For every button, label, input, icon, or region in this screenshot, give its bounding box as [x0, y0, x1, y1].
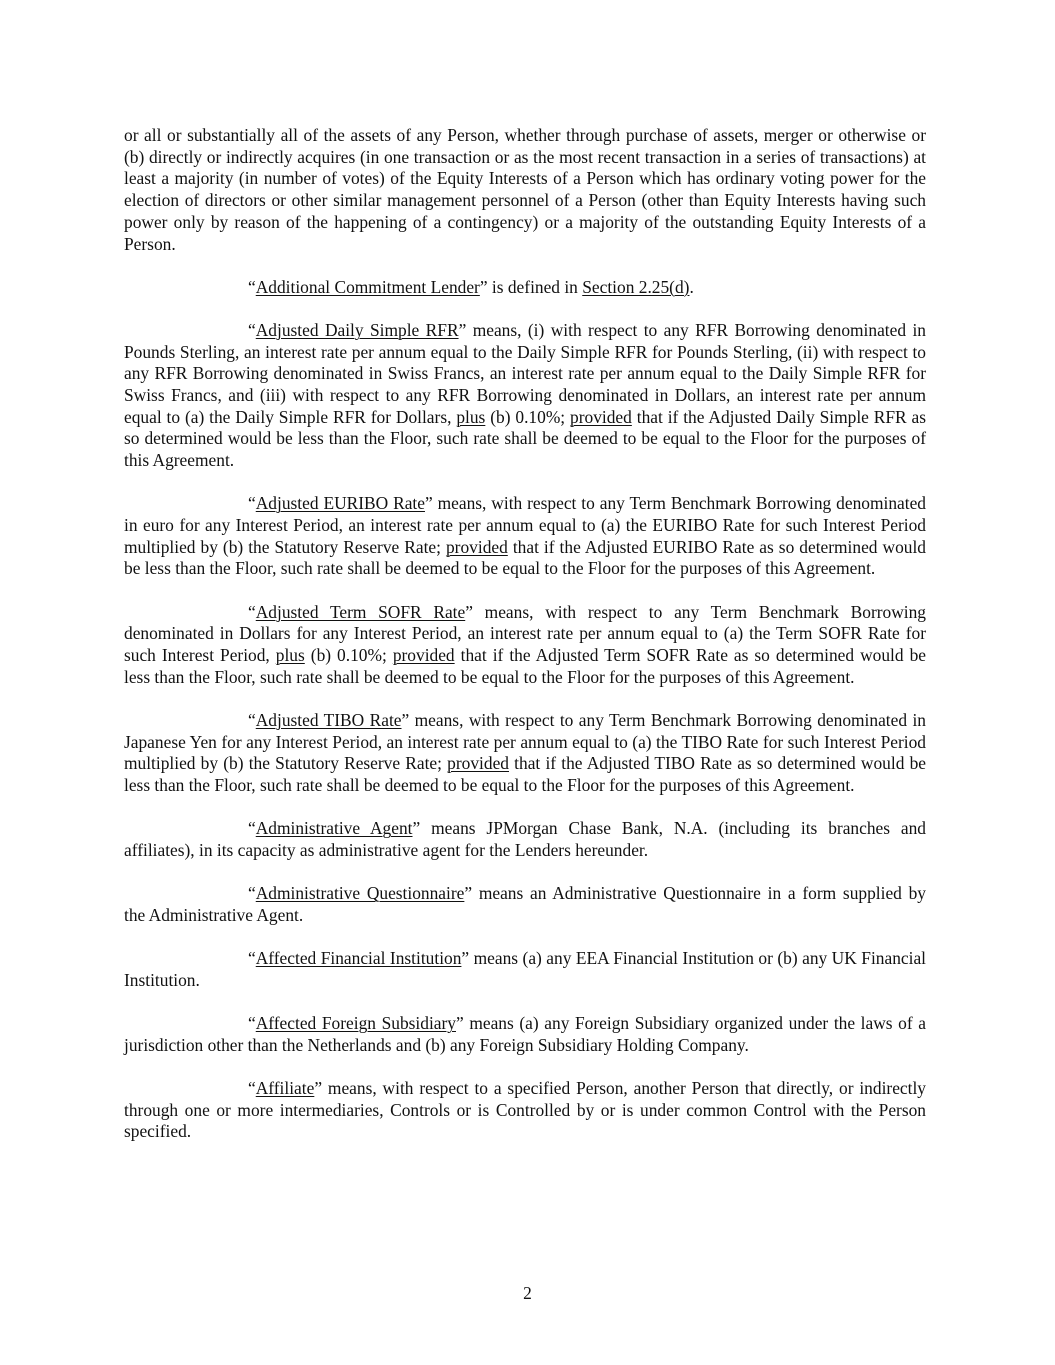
- definition-affected-financial-institution: [124, 948, 926, 991]
- paragraph-text: that if the Adjusted EURIBO Rate as so determined would be less than the Floor, such rate shall be deemed to be equal to the Floor for the purposes of this Agreement.: [124, 536, 926, 579]
- defined-term: Administrative Agent: [255, 818, 413, 839]
- paragraph-text: (b) 0.10%;: [304, 645, 393, 666]
- paragraph-text: “: [248, 883, 256, 904]
- paragraph-text: ” means JPMorgan Chase Bank, N.A. (including its branches and affiliates), in its capacity as administrative agent for the Lenders hereunder.: [124, 818, 927, 860]
- defined-term: Adjusted Term SOFR Rate: [255, 601, 466, 622]
- paragraph-text: “: [248, 1013, 256, 1033]
- paragraph-text: .: [689, 276, 694, 297]
- paragraph-text: “: [248, 948, 256, 969]
- definition-adjusted-euribo-rate: [124, 493, 926, 580]
- defined-term: provided: [570, 406, 632, 427]
- definition-adjusted-term-sofr-rate: [124, 602, 926, 689]
- paragraph-text: ” means, with respect to a specified Person, another Person that directly, or indirectly through one or more intermediaries, Controls or is Controlled by or is under common Control with the Person specified.: [124, 1077, 926, 1142]
- paragraph-text: “: [248, 709, 256, 730]
- definition-administrative-questionnaire: [124, 883, 926, 926]
- paragraph-text: ” means an Administrative Questionnaire in a form supplied by the Administrative Agent.: [124, 883, 926, 925]
- paragraph-text: “: [248, 1077, 256, 1098]
- paragraph-text: “: [248, 818, 256, 839]
- paragraph-text: that if the Adjusted Daily Simple RFR as so determined would be less than the Floor, such rate shall be deemed to be equal to the Floor for the purposes of this Agreement.: [124, 406, 927, 471]
- defined-term: Adjusted EURIBO Rate: [255, 493, 425, 514]
- defined-term: provided: [392, 645, 455, 666]
- paragraph-text: “: [248, 493, 256, 514]
- definition-affiliate: [124, 1078, 926, 1143]
- paragraph-text: that if the Adjusted Term SOFR Rate as so determined would be less than the Floor, such rate shall be deemed to be equal to the Floor for the purposes of this Agreement.: [124, 645, 926, 687]
- defined-term: provided: [445, 536, 508, 557]
- paragraph-text: ” is defined in: [479, 276, 583, 297]
- page-number: 2: [523, 1283, 532, 1303]
- defined-term: Affected Foreign Subsidiary: [255, 1013, 456, 1033]
- continuation-paragraph: [124, 125, 926, 255]
- paragraph-text: “: [248, 601, 256, 622]
- paragraph-text: “: [248, 276, 256, 297]
- defined-term: Affiliate: [255, 1077, 315, 1098]
- defined-term: plus: [275, 645, 305, 666]
- defined-term: provided: [447, 753, 509, 774]
- paragraph-text: (b) 0.10%;: [485, 406, 571, 427]
- paragraph-text: ” means (a) any Foreign Subsidiary organized under the laws of a jurisdiction other than the Netherlands and (b) any Foreign Subsidiary Holding Company.: [124, 1013, 927, 1055]
- defined-term: Adjusted TIBO Rate: [255, 709, 402, 730]
- defined-term: Section 2.25(d): [582, 276, 690, 297]
- paragraph-text: ” means, with respect to any Term Benchmark Borrowing denominated in Japanese Yen for any Interest Period, an interest rate per annum equal to (a) the TIBO Rate for such Interest Period multiplied by (b) the Statutory Reserve Rate;: [124, 709, 926, 774]
- defined-term: plus: [456, 406, 486, 427]
- definition-additional-commitment-lender: [124, 277, 926, 299]
- paragraph-text: ” means, (i) with respect to any RFR Borrowing denominated in Pounds Sterling, an interest rate per annum equal to the Daily Simple RFR for Pounds Sterling, (ii) with respect to any RFR Borrowing denominated in Swiss Francs, an interest rate per annum equal to the Daily Simple RFR for Swiss Francs, and (iii) with respect to any RFR Borrowing denominated in Dollars, an interest rate per annum equal to (a) the Daily Simple RFR for Dollars,: [124, 319, 926, 427]
- paragraph-text: ” means (a) any EEA Financial Institution or (b) any UK Financial Institution.: [124, 948, 926, 990]
- paragraph-text: ” means, with respect to any Term Benchmark Borrowing denominated in Dollars for any Interest Period, an interest rate per annum equal to (a) the Term SOFR Rate for such Interest Period,: [124, 601, 927, 666]
- definition-affected-foreign-subsidiary: [124, 1013, 926, 1056]
- definition-adjusted-tibo-rate: [124, 710, 926, 797]
- paragraph-text: or all or substantially all of the assets of any Person, whether through purchase of assets, merger or otherwise or (b) directly or indirectly acquires (in one transaction or as the most recent transaction in a series of transactions) at least a majority (in number of votes) of the Equity Interests of a Person which has ordinary voting power for the election of directors or other similar management personnel of a Person (other than Equity Interests having such power only by reason of the happening of a contingency) or a majority of the outstanding Equity Interests of a Person.: [124, 125, 926, 254]
- defined-term: Adjusted Daily Simple RFR: [255, 319, 459, 340]
- paragraph-text: that if the Adjusted TIBO Rate as so determined would be less than the Floor, such rate shall be deemed to be equal to the Floor for the purposes of this Agreement.: [124, 753, 927, 796]
- defined-term: Affected Financial Institution: [255, 948, 462, 969]
- paragraph-text: “: [248, 319, 256, 340]
- definition-adjusted-daily-simple-rfr: [124, 320, 926, 472]
- paragraph-text: ” means, with respect to any Term Benchmark Borrowing denominated in euro for any Interest Period, an interest rate per annum equal to (a) the EURIBO Rate for such Interest Period multiplied by (b) the Statutory Reserve Rate;: [124, 493, 926, 557]
- definition-administrative-agent: [124, 818, 926, 861]
- defined-term: Administrative Questionnaire: [255, 883, 465, 904]
- defined-term: Additional Commitment Lender: [255, 276, 480, 297]
